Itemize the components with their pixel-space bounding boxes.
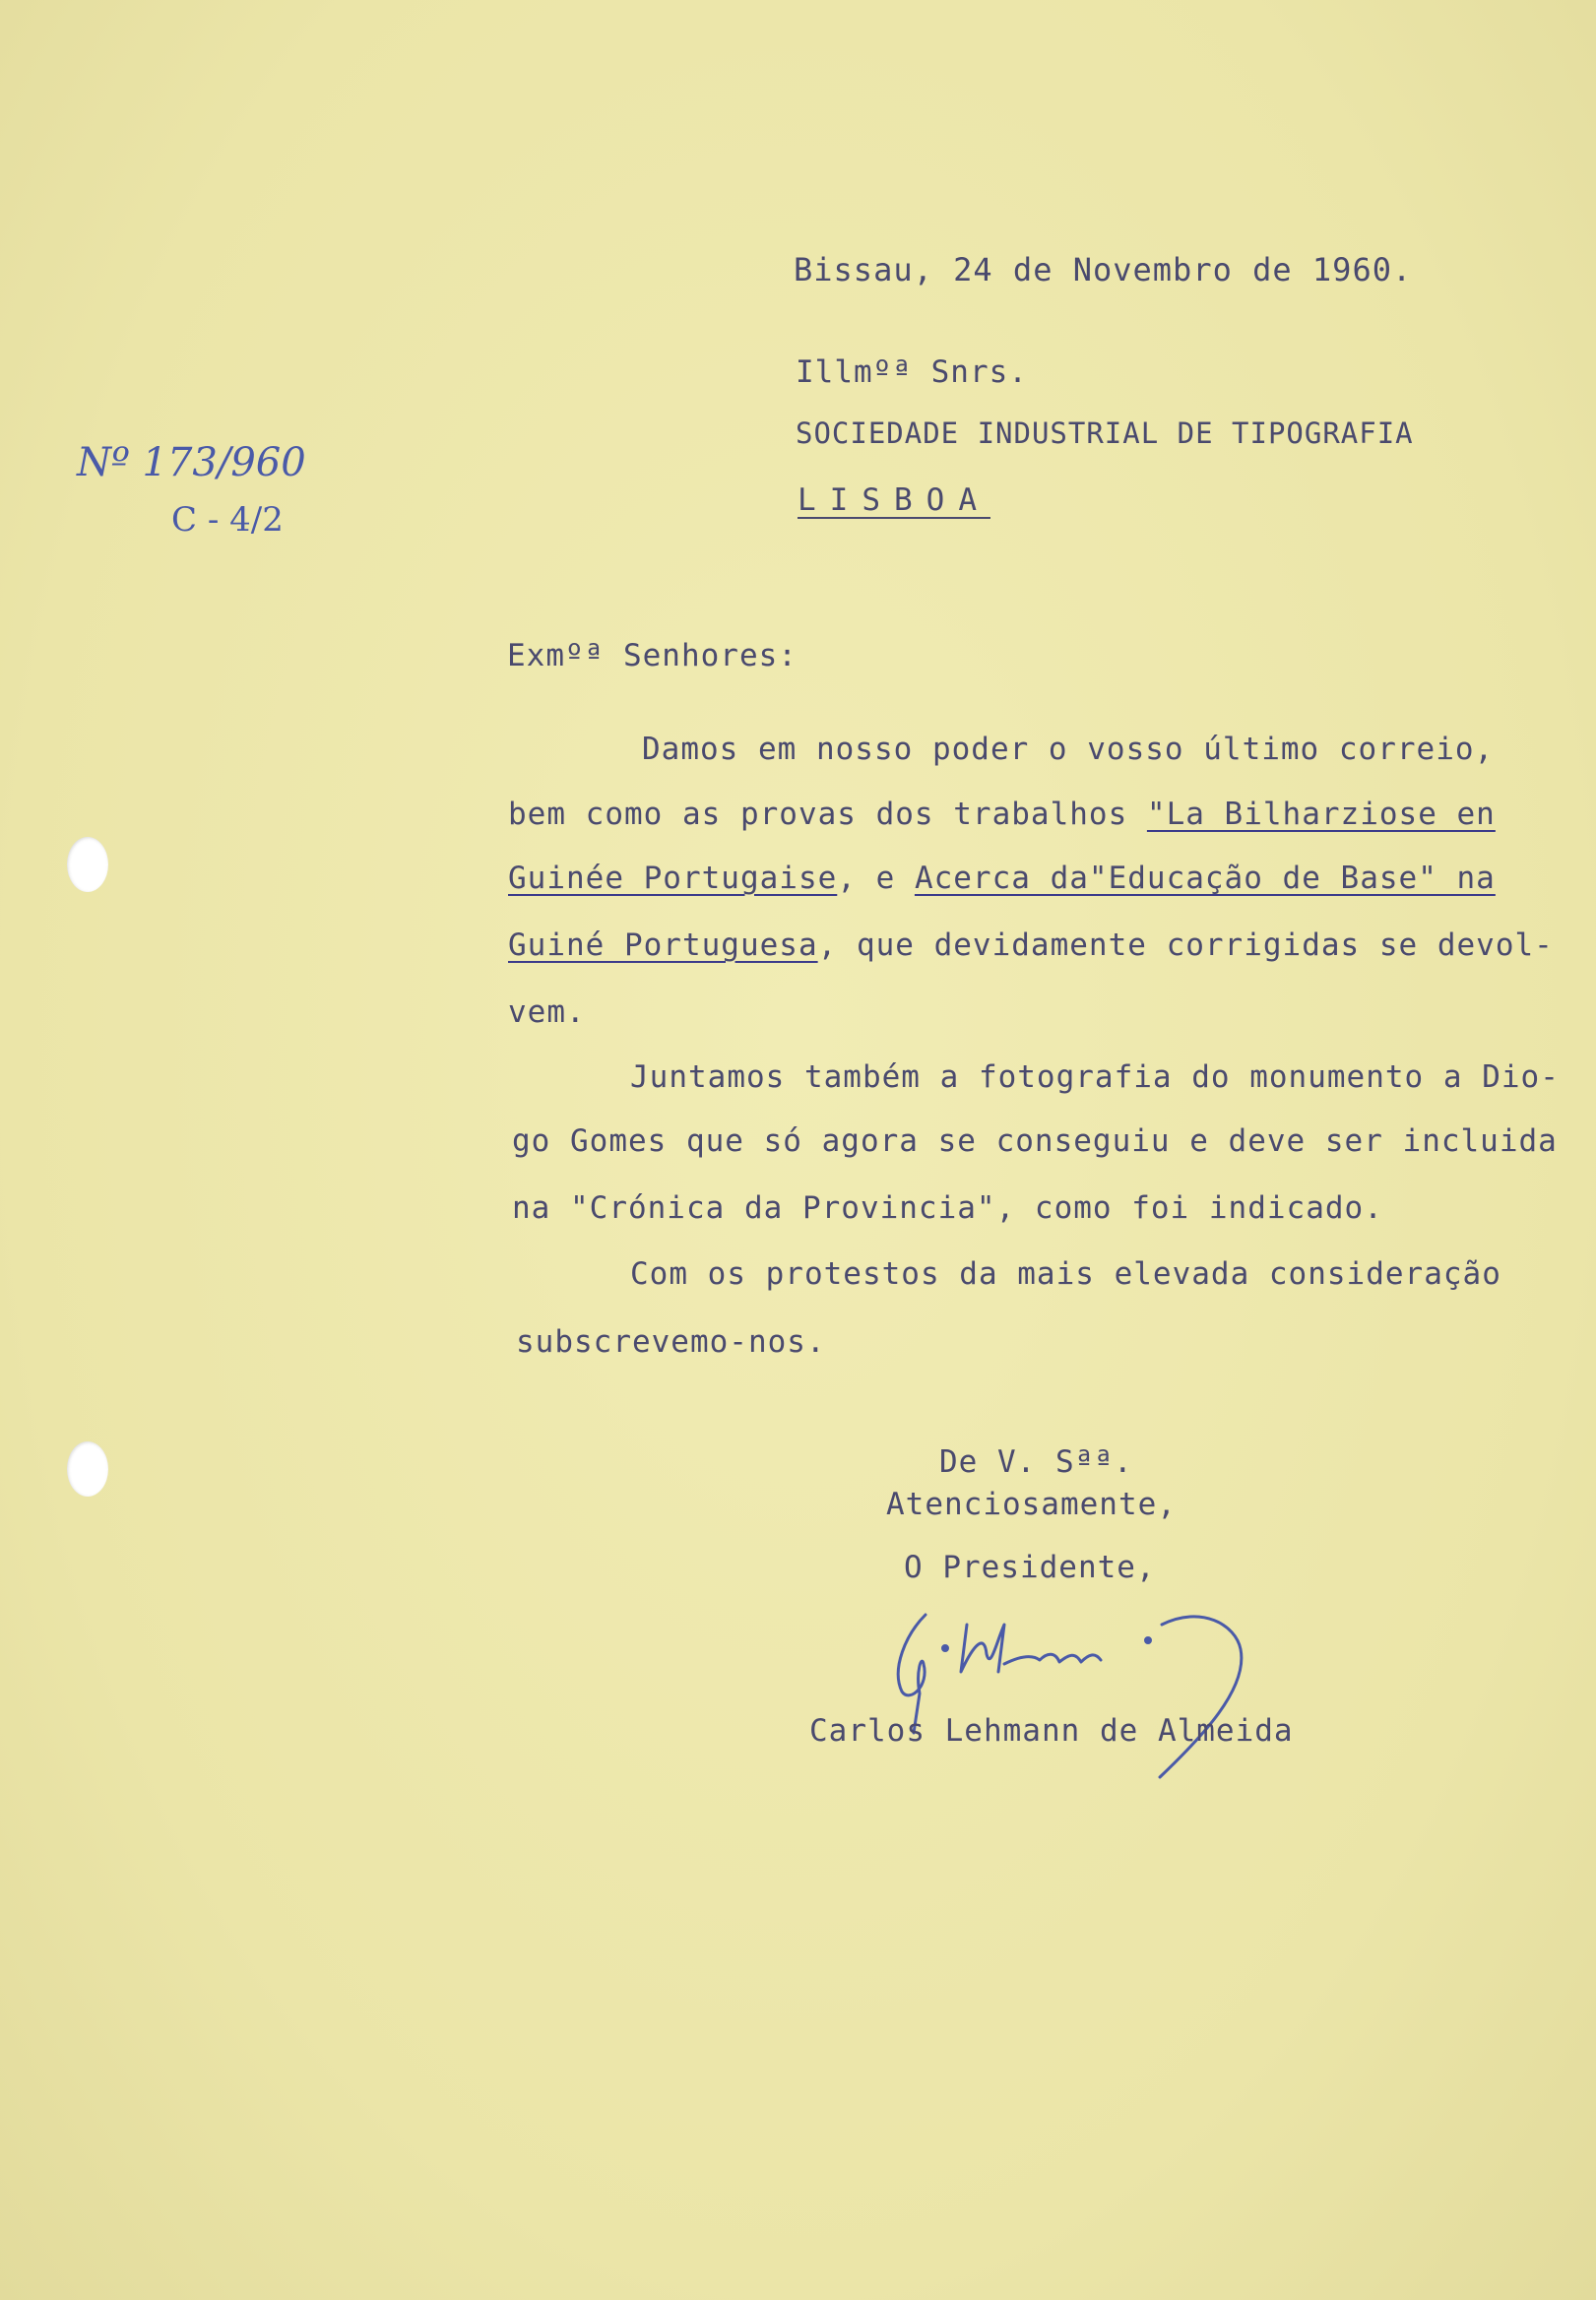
title-underlined: "La Bilharziose en bbox=[1146, 797, 1496, 832]
body-line: vem. bbox=[508, 994, 586, 1030]
body-line bbox=[508, 861, 1496, 896]
body-line bbox=[508, 927, 1554, 963]
recipient-title: Illmºª Snrs. bbox=[796, 354, 1028, 390]
body-line: Damos em nosso poder o vosso último correio, bbox=[642, 732, 1495, 767]
reference-number: Nº 173/960 bbox=[77, 440, 306, 485]
closing-line: O Presidente, bbox=[904, 1550, 1156, 1585]
recipient-city: LISBOA bbox=[798, 482, 990, 518]
body-line: go Gomes que só agora se conseguiu e deve ser incluida bbox=[512, 1123, 1558, 1159]
title-underlined: Acerca da"Educação de Base" na bbox=[914, 861, 1496, 896]
greeting: Exmºª Senhores: bbox=[507, 638, 798, 673]
body-line: na "Crónica da Provincia", como foi indicado. bbox=[512, 1190, 1383, 1226]
body-line: subscrevemo-nos. bbox=[516, 1324, 826, 1360]
date-line: Bissau, 24 de Novembro de 1960. bbox=[794, 251, 1413, 288]
closing-line: Atenciosamente, bbox=[886, 1487, 1177, 1522]
body-line: Juntamos também a fotografia do monumento a Dio- bbox=[630, 1059, 1560, 1095]
body-text: , que devidamente corrigidas se devol- bbox=[817, 927, 1554, 963]
body-text: bem como as provas dos trabalhos bbox=[508, 797, 1147, 832]
body-line bbox=[508, 797, 1496, 832]
signature bbox=[847, 1595, 1398, 1812]
title-underlined: Guinée Portugaise bbox=[508, 861, 838, 896]
punch-hole-bottom bbox=[67, 1441, 108, 1497]
signatory-name: Carlos Lehmann de Almeida bbox=[809, 1713, 1294, 1749]
title-underlined: Guiné Portuguesa bbox=[508, 927, 818, 963]
body-line: Com os protestos da mais elevada consideração bbox=[630, 1256, 1501, 1292]
closing-line: De V. Sªª. bbox=[939, 1444, 1133, 1480]
reference-code: C - 4/2 bbox=[171, 500, 284, 540]
punch-hole-top bbox=[67, 837, 108, 892]
recipient-company: SOCIEDADE INDUSTRIAL DE TIPOGRAFIA bbox=[796, 416, 1414, 450]
body-text: , e bbox=[837, 861, 915, 896]
